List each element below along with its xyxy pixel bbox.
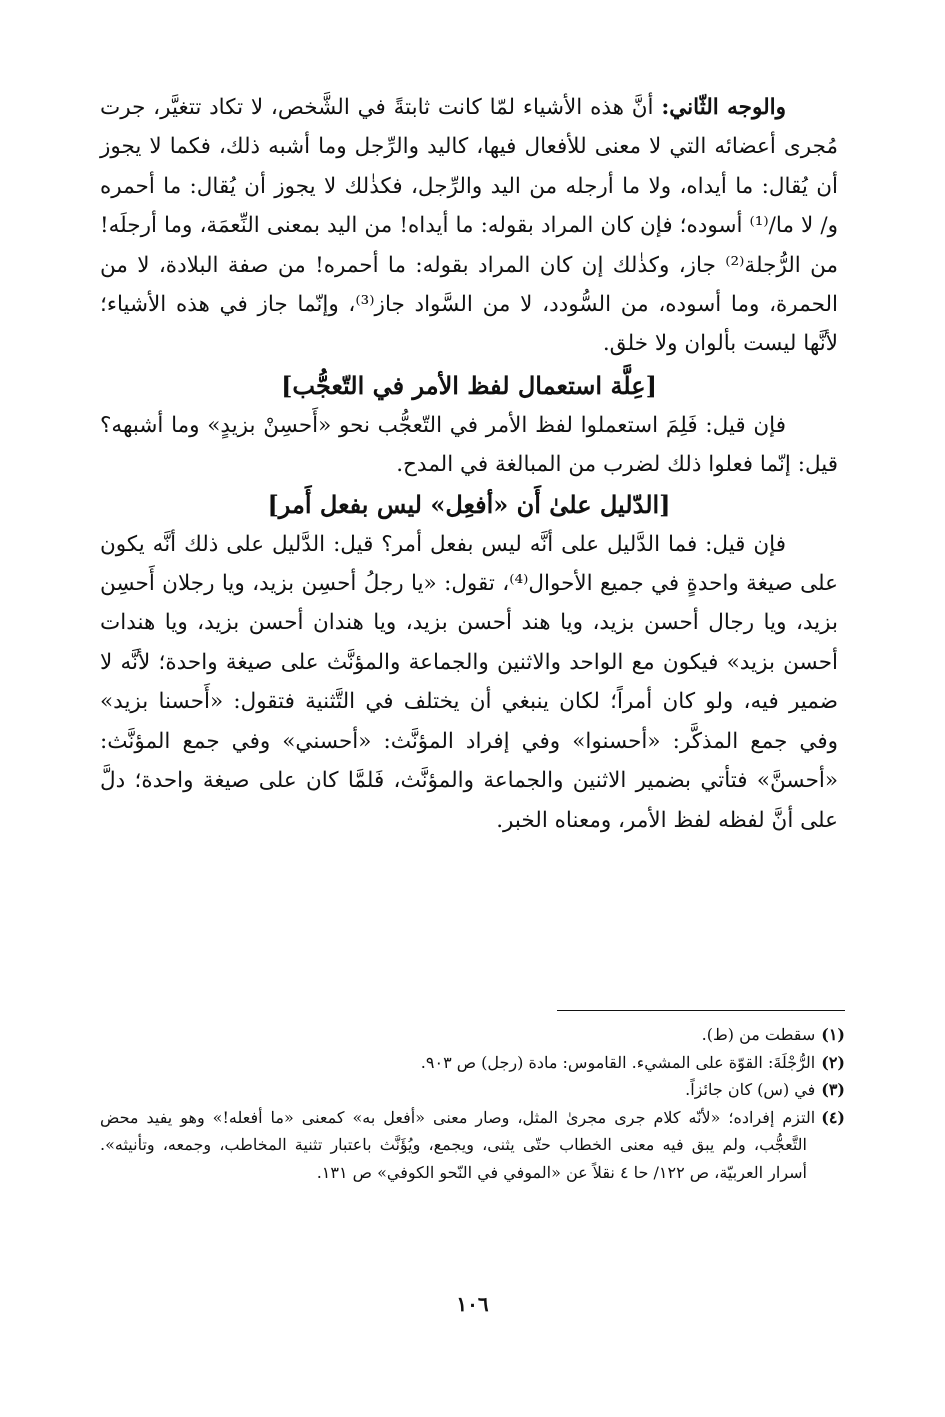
footnote-number: (٢) [821, 1052, 845, 1072]
paragraph-proof: فإن قيل: فما الدَّليل على أنَّه ليس بفعل أمر؟ قيل: الدَّليل على ذلك أنَّه يكون على صيغة واحدةٍ في جميع الأحوال⁽⁴⁾، تقول: «يا رجلُ أحسِن بزيد، ويا رجلان أَحسِن بزيد، ويا رجال أحسن بزيد، ويا هند أحسن بزيد، ويا هندان أحسن بزيد، ويا هندات أحسن بزيد» فيكون مع الواحد والاثنين والجماعة والمؤنَّث على صيغة واحدة؛ لأنَّه لا ضمير فيه، ولو كان أمراً؛ لكان ينبغي أن يختلف في التَّثنية فتقول: «أَحسنا بزيد» وفي جمع المذكَّر: «أحسنوا» وفي إفراد المؤنَّث: «أحسني» وفي جمع المؤنَّث: «أحسنَّ» فتأتي بضمير الاثنين والجماعة والمؤنَّث، فَلمَّا كان على صيغة واحدة؛ دلَّ على أنَّ لفظه لفظ الأمر، ومعناه الخبر. [100, 531, 838, 833]
footnote-text: في (س) كان جائزاً. [685, 1080, 816, 1099]
paragraph-question-imperative: فإن قيل: فَلِمَ استعملوا لفظ الأمر في التّعجُّب نحو «أَحسِنْ بزيدٍ» وما أشبهه؟ قيل: إنّما فعلوا ذلك لضرب من المبالغة في المدح. [100, 412, 838, 478]
footnote-number: (٤) [821, 1107, 845, 1127]
footnote-separator [557, 1010, 845, 1011]
paragraph-text: أنَّ هذه الأشياء لمّا كانت ثابتةً في الشَّخص، لا تكاد تتغيَّر، جرت مُجرى أعضائه التي لا معنى للأفعال فيها، كاليد والرِّجل وما أشبه ذلك، فكما لا يجوز أن يُقال: ما أيداه، ولا ما أرجله من اليد والرِّجل، فكذٰلك لا يجوز أن يُقال: ما أحمره و/ لا ما/⁽¹⁾ أسوده؛ فإن كان المراد بقوله: ما أيداه! من اليد بمعنى النِّعمَة، وما أرجلَه! من الرُّجلة⁽²⁾ جاز، وكذٰلك إن كان المراد بقوله: ما أحمره! من صفة البلادة، لا من الحمرة، وما أسوده، من السُّودد، لا من السَّواد جاز⁽³⁾، وإنّما جاز في هذه الأشياء؛ لأنَّها ليست بألوان ولا خلق. [100, 95, 839, 357]
paragraph-lead: والوجه الثّاني: [661, 95, 786, 120]
section-heading-imperative-reason: [عِلَّة استعمال لفظ الأمر في التّعجُّب] [281, 370, 657, 400]
footnote-1 [100, 1021, 845, 1049]
footnote-text: سقطت من (ط). [701, 1025, 816, 1044]
footnote-4 [100, 1104, 845, 1187]
footnote-text: التزم إفراده؛ «لأنّه كلام جرى مجرىٰ المثل، وصار معنى «أفعل به» كمعنى «ما أفعله!» وهو يفيد محض التَّعجُّب، ولم يبق فيه معنى الخطاب حتّى يثنى، ويجمع، ويُؤَنَّث باعتبار تثنية المخاطب، وجمعه، وتأنيثه». أسرار العربيّة، ص ١٢٢/ حا ٤ نقلاً عن «الموفي في النّحو الكوفي» ص ١٣١. [100, 1107, 816, 1182]
footnote-number: (١) [821, 1025, 845, 1044]
footnote-2 [100, 1049, 845, 1077]
footnote-3 [100, 1076, 845, 1104]
footnotes [100, 1021, 845, 1186]
paragraph-second-aspect [100, 88, 838, 364]
footnote-number: (٣) [821, 1080, 845, 1099]
page-number: ١٠٦ [456, 1292, 489, 1316]
footnote-text: الرُّجْلَةَ: القوّة على المشيء. القاموس: مادة (رجل) ص ٩٠٣. [420, 1052, 816, 1072]
section-heading-not-imperative-proof: [الدّليل علىٰ أَن «أفعِل» ليس بفعل أَمر] [267, 489, 671, 519]
